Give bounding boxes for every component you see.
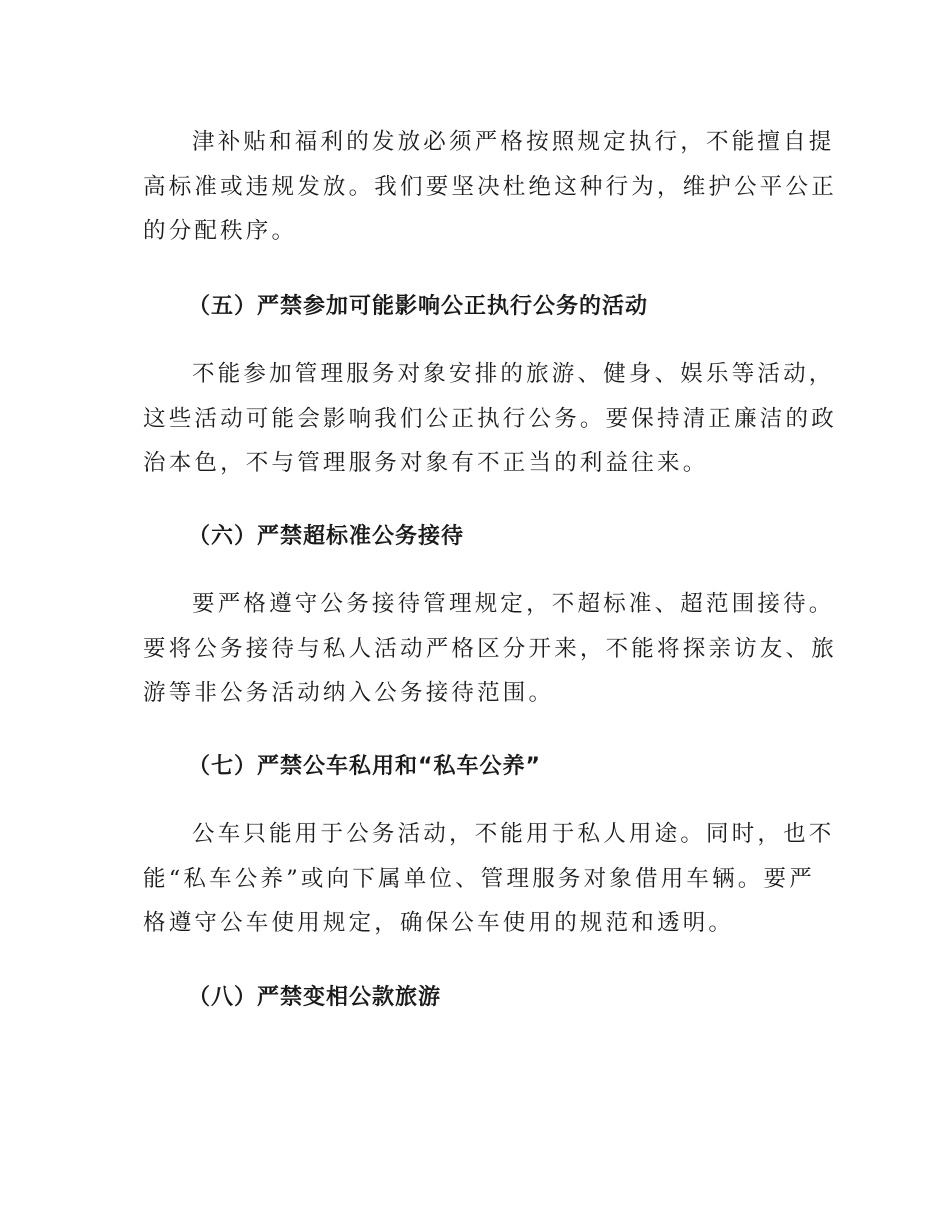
paragraph-reception bbox=[143, 582, 837, 716]
text-line: 不能参加管理服务对象安排的旅游、健身、娱乐等活动， bbox=[192, 361, 835, 387]
text-line: 高标准或违规发放。我们要坚决杜绝这种行为，维护公平公正 bbox=[143, 173, 837, 200]
section-heading-6: （六）严禁超标准公务接待 bbox=[188, 524, 465, 549]
text-line: 公车只能用于公务活动，不能用于私人用途。同时，也不 bbox=[192, 821, 835, 847]
text-line: 游等非公务活动纳入公务接待范围。 bbox=[143, 680, 555, 706]
section-heading-8: （八）严禁变相公款旅游 bbox=[188, 985, 442, 1010]
section-heading-7: （七）严禁公车私用和“私车公养” bbox=[188, 754, 541, 779]
text-line: 能“私车公养”或向下属单位、管理服务对象借用车辆。要严 bbox=[143, 865, 815, 892]
text-line: 格遵守公车使用规定，确保公车使用的规范和透明。 bbox=[143, 910, 735, 936]
paragraph-official-vehicles bbox=[143, 812, 835, 946]
text-line: 的分配秩序。 bbox=[143, 218, 298, 244]
text-line: 这些活动可能会影响我们公正执行公务。要保持清正廉洁的政 bbox=[143, 405, 837, 432]
paragraph-allowance-distribution bbox=[143, 120, 837, 254]
text-line: 津补贴和福利的发放必须严格按照规定执行，不能擅自提 bbox=[192, 129, 835, 155]
text-line: 要将公务接待与私人活动严格区分开来，不能将探亲访友、旅 bbox=[143, 635, 837, 662]
paragraph-activities bbox=[143, 352, 837, 486]
section-heading-5: （五）严禁参加可能影响公正执行公务的活动 bbox=[188, 294, 649, 319]
text-line: 治本色，不与管理服务对象有不正当的利益往来。 bbox=[143, 450, 709, 476]
text-line: 要严格遵守公务接待管理规定，不超标准、超范围接待。 bbox=[192, 591, 835, 617]
